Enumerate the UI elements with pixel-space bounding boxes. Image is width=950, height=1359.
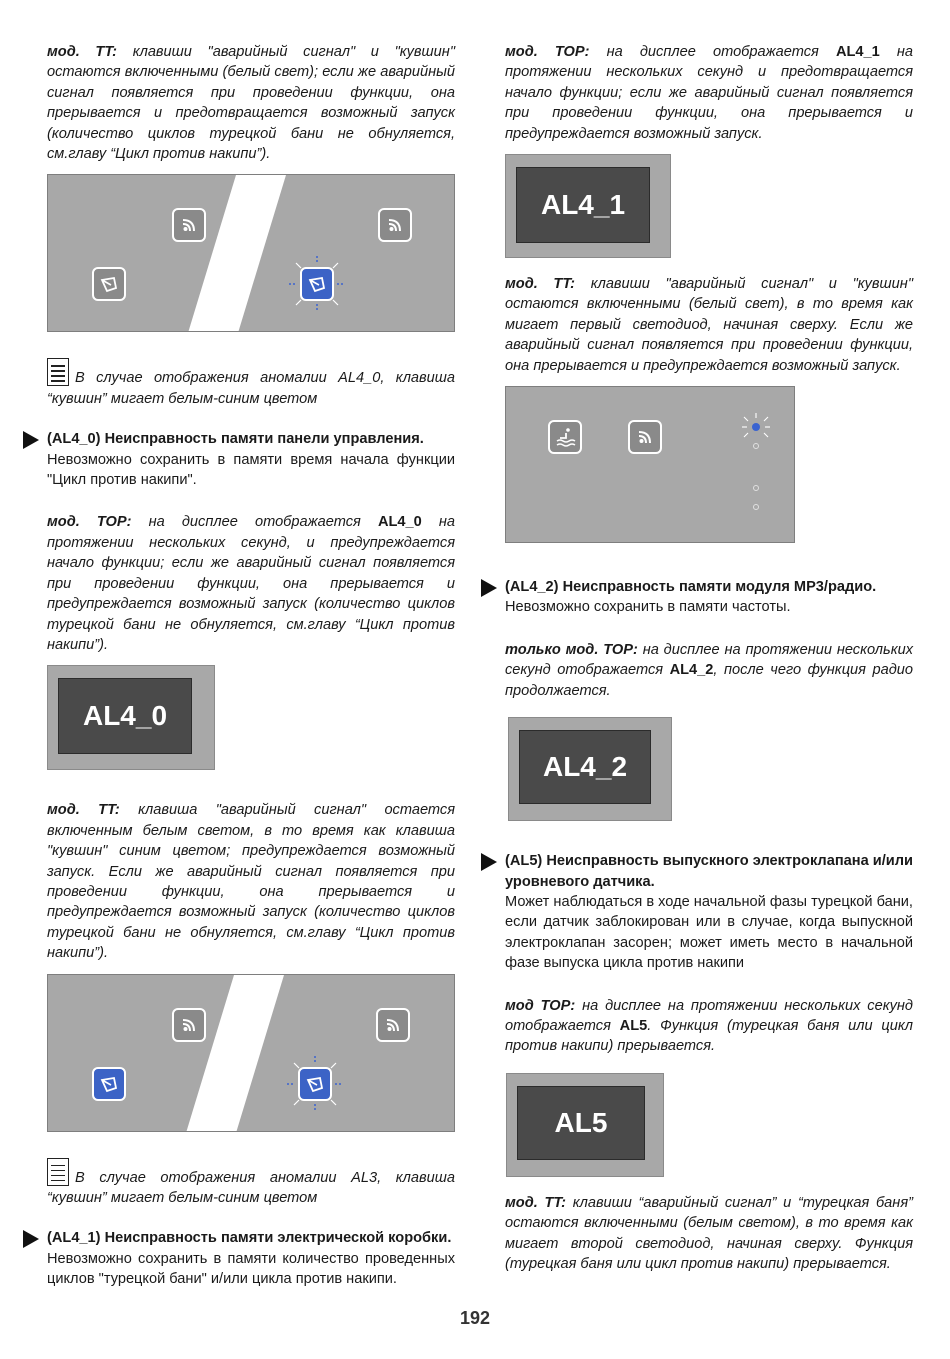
section-al4-0: (AL4_0) Неисправность памяти панели управления. Невозможно сохранить в памяти время начала функции "Цикл против накипи". — [47, 429, 455, 490]
note-1: В случае отображения аномалии AL4_0, клавиша “кувшин” мигает белым-синим цветом — [47, 358, 455, 409]
control-panel-image-1 — [47, 174, 455, 332]
alarm-key-wifi-icon-3 — [172, 1008, 206, 1042]
arrow-bullet-icon-3 — [481, 579, 497, 597]
led-3 — [753, 485, 759, 491]
display-readout: AL4_0 — [58, 678, 192, 754]
note-2: В случае отображения аномалии AL3, клавиша “кувшин” мигает белым-синим цветом — [47, 1158, 455, 1209]
jug-key-blue-jug-icon-3 — [298, 1067, 332, 1101]
arrow-bullet-icon-2 — [23, 1230, 39, 1248]
jug-key-jug-icon — [92, 267, 126, 301]
steam-bath-key-steam-bath-icon — [548, 420, 582, 454]
panel-divider — [48, 175, 455, 332]
left-column — [47, 42, 455, 1290]
control-panel-image-2 — [47, 974, 455, 1132]
display-image-al4-0 — [47, 665, 215, 770]
tt-paragraph-2: мод. TT: клавиша "аварийный сигнал" остается включенным белым светом, в то время как клавиша "кувшин" синим цветом; предупреждается возможный запуск. Если же аварийный сигнал появляется при проведении функции, она прерывается и предупреждается возможный запуск (количество циклов турецкой бани не обнуляется, см.главу “Цикл против накипи”). — [47, 802, 455, 962]
section-al4-1: (AL4_1) Неисправность памяти электрической коробки. Невозможно сохранить в памяти количество проведенных циклов "турецкой бани" и/или цикла против накипи. — [47, 1228, 455, 1289]
alarm-key-wifi-icon — [172, 208, 206, 242]
tt-paragraph-1: мод. TT: клавиши "аварийный сигнал" и "кувшин" остаются включенными (белый свет); если же аварийный сигнал появляется при проведении функции, она прерывается и предотвращается возможный запуск (количество циклов турецкой бани не обнуляется, см.главу “Цикл против накипи”). — [47, 44, 455, 163]
jug-key-blue-jug-icon-2 — [92, 1067, 126, 1101]
note-icon-2 — [47, 1158, 69, 1186]
alarm-key-wifi-icon-2 — [378, 208, 412, 242]
display-readout-2: AL4_1 — [516, 167, 650, 243]
top-paragraph-al4-2: только мод. TOP: на дисплее на протяжении нескольких секунд отображается AL4_2, после чего функция радио продолжается. — [505, 641, 914, 699]
arrow-bullet-icon — [23, 431, 39, 449]
led-4 — [753, 504, 759, 510]
arrow-bullet-icon-4 — [481, 853, 497, 871]
top-paragraph-al4-0: мод. TOP: на дисплее отображается AL4_0 на протяжении нескольких секунд, и предупреждается начало функции; если же аварийный сигнал появляется при проведении функции, она прерывается и предупреждается возможный запуск (количество циклов турецкой бани не обнуляется, см.главу “Цикл против накипи”). — [47, 514, 456, 653]
section-al4-2: (AL4_2) Неисправность памяти модуля MP3/радио. Невозможно сохранить в памяти частоты. — [505, 577, 913, 618]
display-image-al5 — [506, 1073, 664, 1177]
display-image-al4-1 — [505, 154, 671, 258]
blinking-led-rays-icon — [740, 411, 772, 443]
page-number: 192 — [459, 1308, 491, 1328]
tt-paragraph-3: мод. TT: клавиши "аварийный сигнал" и "кувшин" остаются включенными (белый свет), в то время как мигает первый светодиод, начиная сверху. Если же аварийный сигнал появляется при проведении функции, она прерывается и предупреждается возможный запуск. — [505, 276, 913, 374]
display-readout-3: AL4_2 — [519, 730, 651, 804]
alarm-key-wifi-icon-4 — [376, 1008, 410, 1042]
top-paragraph-al4-1: мод. TOP: на дисплее отображается AL4_1 на протяжении нескольких секунд и предотвращается начало функции; если же аварийный сигнал появляется при проведении функции, она прерывается и предупреждается возможный запуск. — [505, 44, 914, 142]
section-al5: (AL5) Неисправность выпускного электроклапана и/или уровневого датчика. Может наблюдаться в ходе начальной фазы турецкой бани, если датчик заблокирован или в случае, когда выпускной электроклапан засорен; может иметь место в начальной фазе выпуска цикла против накипи — [505, 851, 913, 973]
led-2 — [753, 443, 759, 449]
note-icon — [47, 358, 69, 386]
control-panel-image-3 — [505, 386, 795, 543]
display-readout-4: AL5 — [517, 1086, 645, 1160]
display-image-al4-2 — [508, 717, 672, 821]
alarm-key-wifi-icon-5 — [628, 420, 662, 454]
jug-key-blue-jug-icon — [300, 267, 334, 301]
right-column — [505, 42, 913, 1274]
top-paragraph-al5: мод TOP: на дисплее на протяжении нескольких секунд отображается AL5. Функция (турецкая баня или цикл против накипи) прерывается. — [505, 997, 913, 1055]
tt-paragraph-4: мод. TT: клавиши “аварийный сигнал” и “турецкая баня” остаются включенными (белым светом), в то время как мигает второй светодиод, начиная сверху. Функция (турецкая баня или цикл против накипи) прерывается. — [505, 1194, 913, 1272]
